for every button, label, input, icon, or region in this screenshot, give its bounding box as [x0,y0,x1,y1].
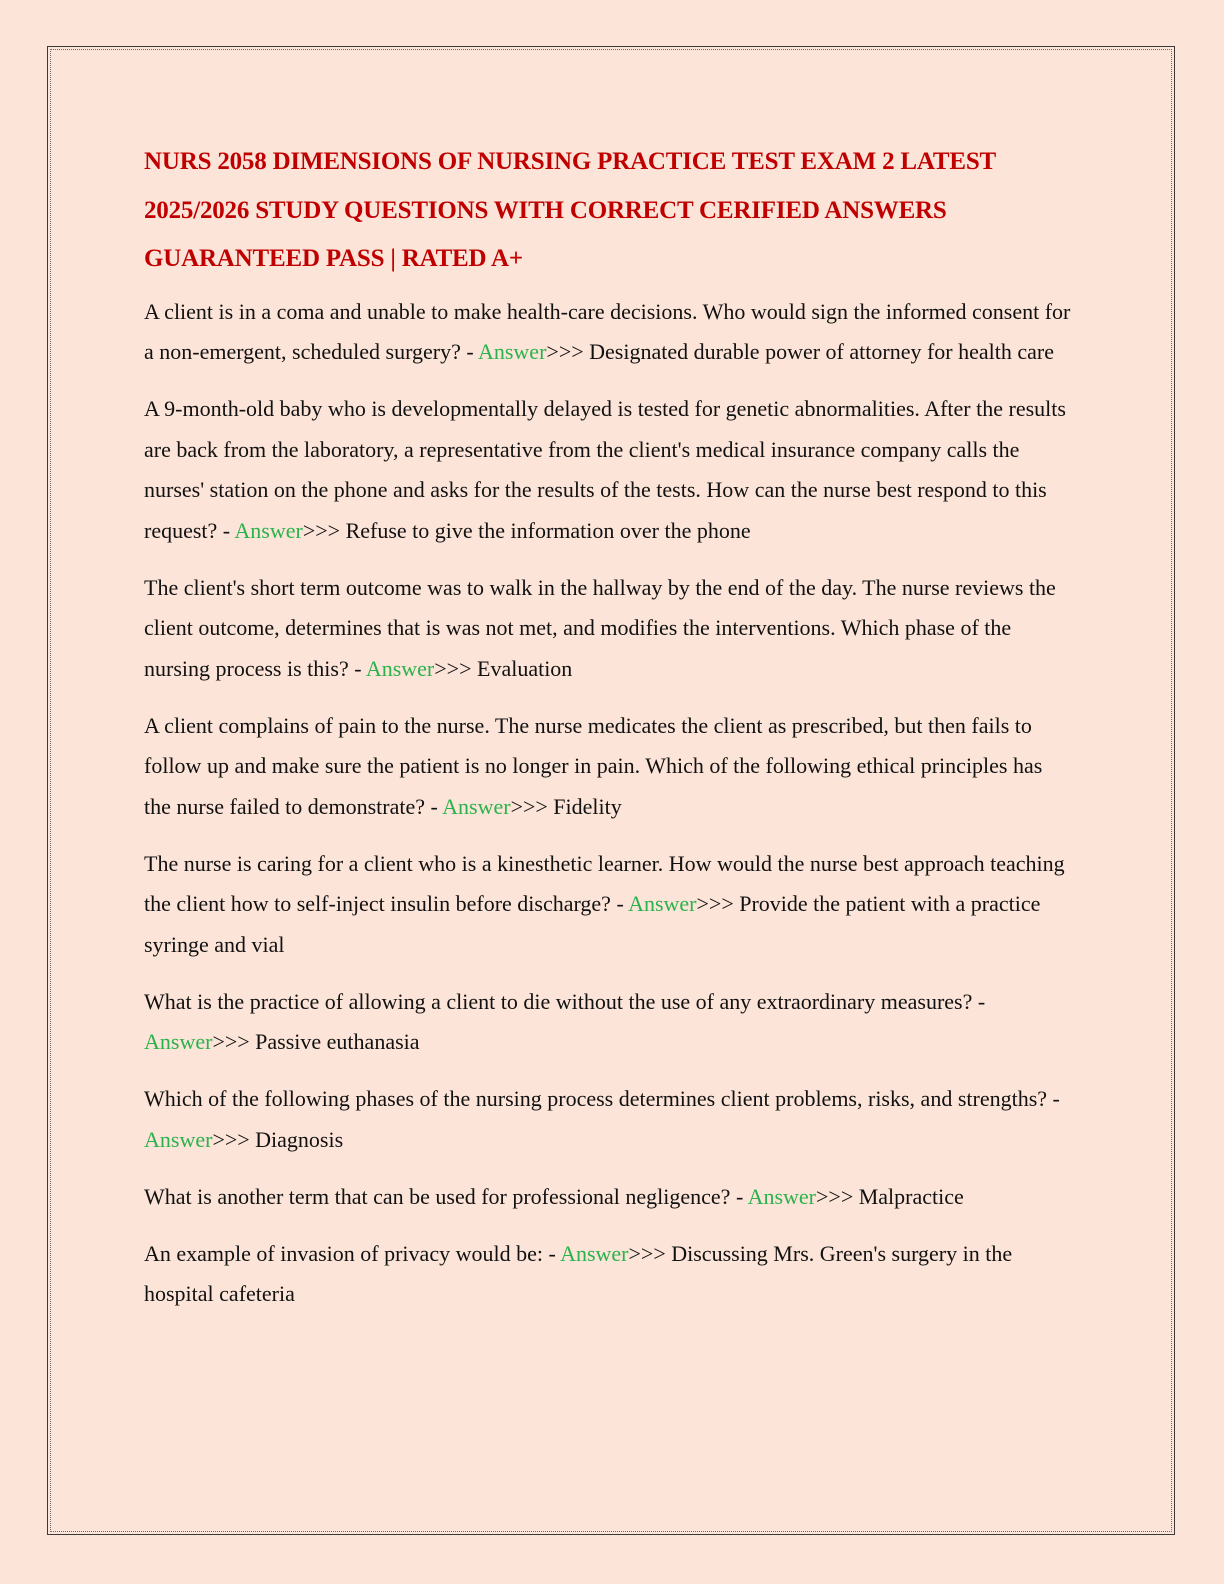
answer-label: Answer [477,339,547,364]
qa-item [144,292,1074,373]
question-text: The client's short term outcome was to walk in the hallway by the end of the day. The nurse reviews the client outcome, determines that is was not met, and modifies the interventions. Which phase of the nursing process is this? - [144,574,1056,681]
qa-item [144,568,1074,690]
qa-item [144,389,1074,551]
answer-label: Answer [442,793,511,819]
answer-label: Answer [747,1183,816,1209]
question-text: Which of the following phases of the nursing process determines client problems, risks, and strengths? - [144,1086,1060,1111]
question-text: What is the practice of allowing a client to die without the use of any extraordinary measures? - [144,988,986,1014]
answer-text: Fidelity [553,793,622,819]
answer-text: Refuse to give the information over the phone [345,517,751,543]
question-text: What is another term that can be used for professional negligence? - [144,1183,748,1209]
question-text: The nurse is caring for a client who is a kinesthetic learner. How would the nurse best approach teaching the client how to self-inject insulin before discharge? - [144,850,1065,916]
answer-marker: >>> [510,793,554,819]
qa-item [144,706,1074,828]
question-text: A client is in a coma and unable to make health-care decisions. Who would sign the informed consent for a non-emergent, scheduled surgery? - [144,298,1071,364]
answer-text: Diagnosis [255,1126,344,1152]
answer-marker: >>> [212,1029,256,1054]
answer-marker: >>> [696,891,740,916]
answer-text: Passive euthanasia [255,1029,420,1054]
answer-marker: >>> [212,1126,256,1152]
answer-marker: >>> [302,517,346,543]
answer-label: Answer [560,1240,629,1266]
qa-item [144,844,1074,966]
answer-label: Answer [234,517,303,543]
answer-label: Answer [144,1029,213,1054]
question-text: An example of invasion of privacy would be: - [144,1240,561,1266]
answer-label: Answer [365,655,435,681]
answer-marker: >>> [434,655,477,681]
answer-marker: >>> [816,1183,859,1209]
answer-text: Designated durable power of attorney for health care [589,339,1054,364]
answer-text: Provide the patient with a practice syringe and vial [144,891,1041,957]
qa-item [144,1234,1074,1315]
qa-item [144,982,1074,1063]
answer-label: Answer [144,1126,213,1152]
answer-marker: >>> [546,339,590,364]
answer-text: Discussing Mrs. Green's surgery in the hospital cafeteria [144,1240,1013,1306]
question-text: A 9-month-old baby who is developmentally delayed is tested for genetic abnormalities. After the results are back from the laboratory, a representative from the client's medical insurance company calls the nurses' station on the phone and asks for the results of the tests. How can the nurse best respond to this request? - [144,396,1066,543]
answer-label: Answer [628,891,697,916]
answer-text: Malpractice [858,1183,964,1209]
answer-marker: >>> [628,1240,672,1266]
document-title: NURS 2058 DIMENSIONS OF NURSING PRACTICE TEST EXAM 2 LATEST 2025/2026 STUDY QUESTIONS WITH CORRECT CERIFIED ANSWERS GUARANTEED PASS | RATED A+ [144,148,996,272]
qa-item [144,1177,1074,1218]
answer-text: Evaluation [477,655,573,681]
question-text: A client complains of pain to the nurse. The nurse medicates the client as prescribed, but then fails to follow up and make sure the patient is no longer in pain. Which of the following ethical principles has the nurse failed to demonstrate? - [144,712,1043,819]
qa-item [144,1079,1074,1160]
document-content [144,138,1074,1331]
